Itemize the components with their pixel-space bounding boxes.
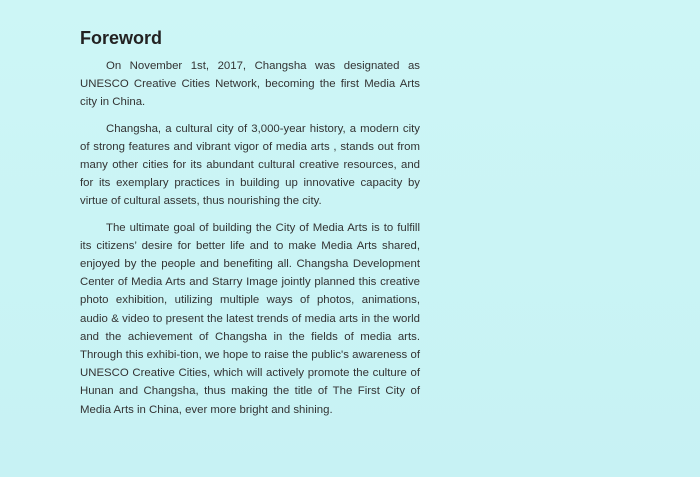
- foreword-document: [80, 26, 420, 427]
- paragraph-3: The ultimate goal of building the City of Media Arts is to fulfill its citizens’ desire for better life and to make Media Arts shared, enjoyed by the people and benefiting all. Changsha Development Center of Media Arts and Starry Image jointly planned this creative photo exhibition, utilizing multiple ways of photos, animations, audio & video to present the latest trends of media arts in the world and the achievement of Changsha in the fields of media arts. Through this exhibi-tion, we hope to raise the public's awareness of UNESCO Creative Cities, which will actively promote the culture of Hunan and Changsha, thus making the title of The First City of Media Arts in China, ever more bright and shining.: [80, 221, 420, 416]
- paragraph-2: Changsha, a cultural city of 3,000-year history, a modern city of strong features and vibrant vigor of media arts , stands out from many other cities for its abundant cultural creative resources, and for its exemplary practices in building up innovative capacity by virtue of cultural assets, thus nourishing the city.: [80, 122, 420, 208]
- paragraph-1: On November 1st, 2017, Changsha was designated as UNESCO Creative Cities Network, becoming the first Media Arts city in China.: [80, 60, 420, 109]
- document-title: Foreword: [80, 28, 163, 48]
